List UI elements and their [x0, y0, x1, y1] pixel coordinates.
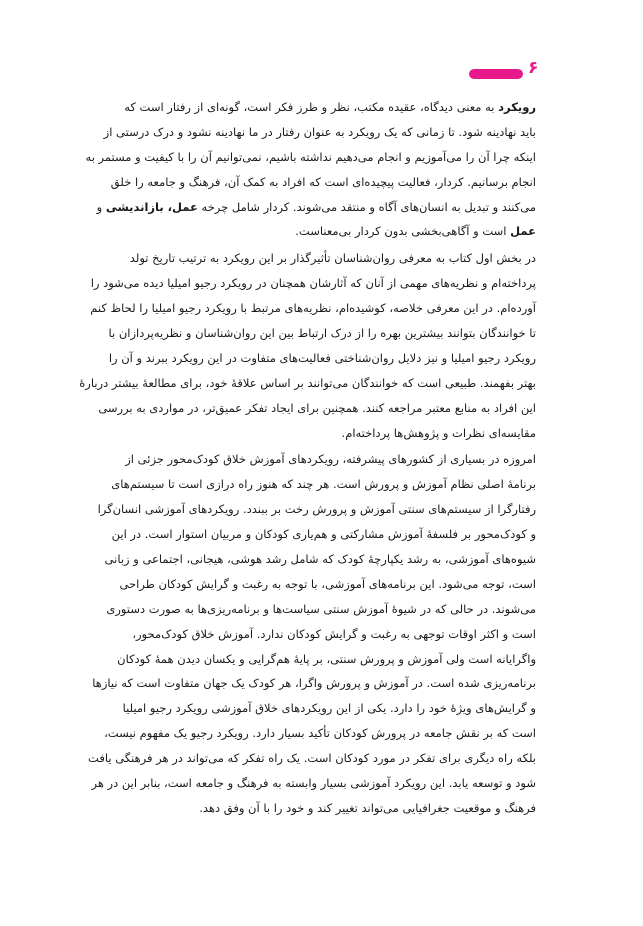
text-segment: فرهنگ و موقعیت جغرافیایی می‌تواند تغییر کند و خود را با آن وفق دهد. — [199, 800, 536, 815]
text-segment: تا خوانندگان بتوانند بیشترین بهره را از درک ارتباط بین این روان‌شناسان و نظریه‌پردازان با — [108, 326, 536, 341]
text-segment: امروزه در بسیاری از کشورهای پیشرفته، رویکردهای آموزش خلاق کودک‌محور جزئی از — [125, 452, 536, 467]
text-line — [104, 120, 536, 145]
text-segment: رویکرد رجیو امیلیا و نیز دلایل روان‌شناختی فعالیت‌های متفاوت در این رویکرد ببرند و آن را — [108, 350, 536, 365]
text-segment: است و آگاهی‌بخشی بدون کردار بی‌معناست. — [295, 224, 511, 239]
text-segment: است و اکثر اوقات توجهی به رغبت و گرایش کودکان ندارد. آموزش خلاق کودک‌محور، — [132, 626, 536, 641]
text-line — [90, 271, 536, 296]
text-segment: برنامهٔ اصلی نظام آموزش و پرورش است. هر چند که هنوز راه درازی است تا سیستم‌های — [111, 477, 536, 492]
text-segment: واگرایانه است ولی آموزش و پرورش سنتی، بر پایهٔ هم‌گرایی و یکسان دیدن همهٔ کودکان — [117, 651, 536, 666]
page-header — [0, 58, 643, 88]
text-segment: به معنی دیدگاه، عقیده مکتب، نظر و طرز فکر است، گونه‌ای از رفتار است که — [124, 100, 499, 114]
text-line — [104, 219, 536, 244]
text-line — [104, 647, 536, 672]
text-segment: مقایسه‌ای نظرات و پژوهش‌ها پرداخته‌ام. — [341, 425, 536, 440]
text-line — [96, 195, 536, 220]
text-line — [91, 771, 536, 796]
paragraph — [88, 447, 536, 820]
body-text — [79, 95, 536, 821]
text-segment: در بخش اول کتاب به معرفی روان‌شناسان تأثیرگذار بر این رویکرد به ترتیب تاریخ تولد — [129, 251, 536, 266]
text-segment: پرداخته‌ام و نظریه‌های مهمی از آنان که آثارشان همچنان در رویکرد رجیو امیلیا دیده می‌شود را — [90, 276, 536, 291]
text-line — [104, 721, 536, 746]
text-segment: باید نهادینه شود. تا زمانی که یک رویکرد به عنوان رفتار در ما نهادینه نشود و درک درستی از — [103, 124, 536, 139]
text-segment: است که بر نقش جامعه در پرورش کودکان تأکید بسیار دارد. رویکرد رجیو یک مفهوم نیست، — [104, 726, 536, 741]
text-segment: و کودک‌محور بر فلسفهٔ آموزش مشارکتی و هم‌یاری کودکان و مربیان استوار است. در این — [111, 527, 536, 542]
text-line — [97, 497, 536, 522]
text-line — [79, 371, 536, 396]
text-line — [92, 671, 536, 696]
text-line — [104, 321, 536, 346]
text-line — [104, 522, 536, 547]
bold-term: عمل، بازاندیشی — [105, 199, 198, 214]
text-line — [104, 572, 536, 597]
text-line — [85, 145, 536, 170]
page-number: ۶ — [528, 58, 539, 78]
text-segment: این افراد به منابع معتبر مراجعه کنند. همچنین برای ایجاد تفکر عمیق‌تر، در مواردی به بررسی — [98, 400, 536, 415]
page-accent-bar — [469, 69, 523, 79]
text-segment: شود و توسعه یابد. این رویکرد آموزشی بسیار وابسته به فرهنگ و جامعه است، بنابر این در هر — [91, 776, 536, 791]
text-line — [104, 597, 536, 622]
text-segment: اینکه چرا آن را می‌آموزیم و انجام می‌دهیم نداشته باشیم، نمی‌توانیم آن را با کیفیت و مستمر به — [85, 149, 536, 164]
text-segment: و — [96, 199, 106, 214]
text-segment: بهتر بفهمند. طبیعی است که خوانندگان می‌توانند بر اساس علاقهٔ خود، برای مطالعهٔ بیشتر دربارهٔ — [79, 375, 536, 390]
text-line — [104, 547, 536, 572]
text-line — [104, 472, 536, 497]
paragraph — [85, 95, 536, 244]
text-segment: و گرایش‌های ویژهٔ خود را دارد. یکی از این رویکردهای خلاق آموزشی رویکرد رجیو امیلیا — [122, 701, 536, 716]
text-segment: رفتارگرا از سیستم‌های سنتی آموزش و پرورش رخت بر ببندد. رویکردهای آموزشی انسان‌گرا — [97, 502, 536, 517]
text-line — [104, 622, 536, 647]
text-line — [104, 447, 536, 472]
text-line — [98, 396, 536, 421]
text-line — [104, 696, 536, 721]
text-line — [104, 246, 536, 271]
bold-term: رویکرد — [498, 100, 536, 114]
text-line — [104, 95, 536, 120]
text-segment: آورده‌ام. در این معرفی خلاصه، کوشیده‌ام، نظریه‌های مرتبط با رویکرد رجیو امیلیا را لحاظ کنم — [90, 301, 536, 316]
text-segment: می‌شوند. در حالی که در شیوهٔ آموزش سنتی سیاست‌ها و برنامه‌ریزی‌ها به صورت دستوری — [106, 601, 536, 616]
text-segment: است، توجه می‌شود. این برنامه‌های آموزشی، با توجه به رغبت و گرایش کودکان طراحی — [119, 576, 536, 591]
bold-term: عمل — [510, 224, 536, 239]
text-segment: انجام برسانیم. کردار، فعالیت پیچیده‌ای است که افراد به کمک آن، فرهنگ و جامعه را خلق — [110, 174, 536, 189]
text-line — [88, 746, 536, 771]
text-line — [90, 296, 536, 321]
text-segment: برنامه‌ریزی شده است. در آموزش و پرورش واگرا، هر کودک یک جهان متفاوت است که نیازها — [92, 676, 536, 691]
paragraph — [79, 246, 536, 445]
text-segment: شیوه‌های آموزشی، به رشد یکپارچهٔ کودک که شامل رشد هوشی، هیجانی، اجتماعی و زبانی — [104, 552, 536, 567]
text-line — [104, 346, 536, 371]
text-line — [104, 421, 536, 446]
text-segment: بلکه راه دیگری برای تفکر در مورد کودکان است. یک راه تفکر که می‌تواند در هر فرهنگی یافت — [88, 751, 536, 766]
text-segment: می‌کنند و تبدیل به انسان‌های آگاه و منتقد می‌شوند. کردار شامل چرخه — [197, 199, 536, 214]
text-line — [104, 796, 536, 821]
text-line — [104, 170, 536, 195]
